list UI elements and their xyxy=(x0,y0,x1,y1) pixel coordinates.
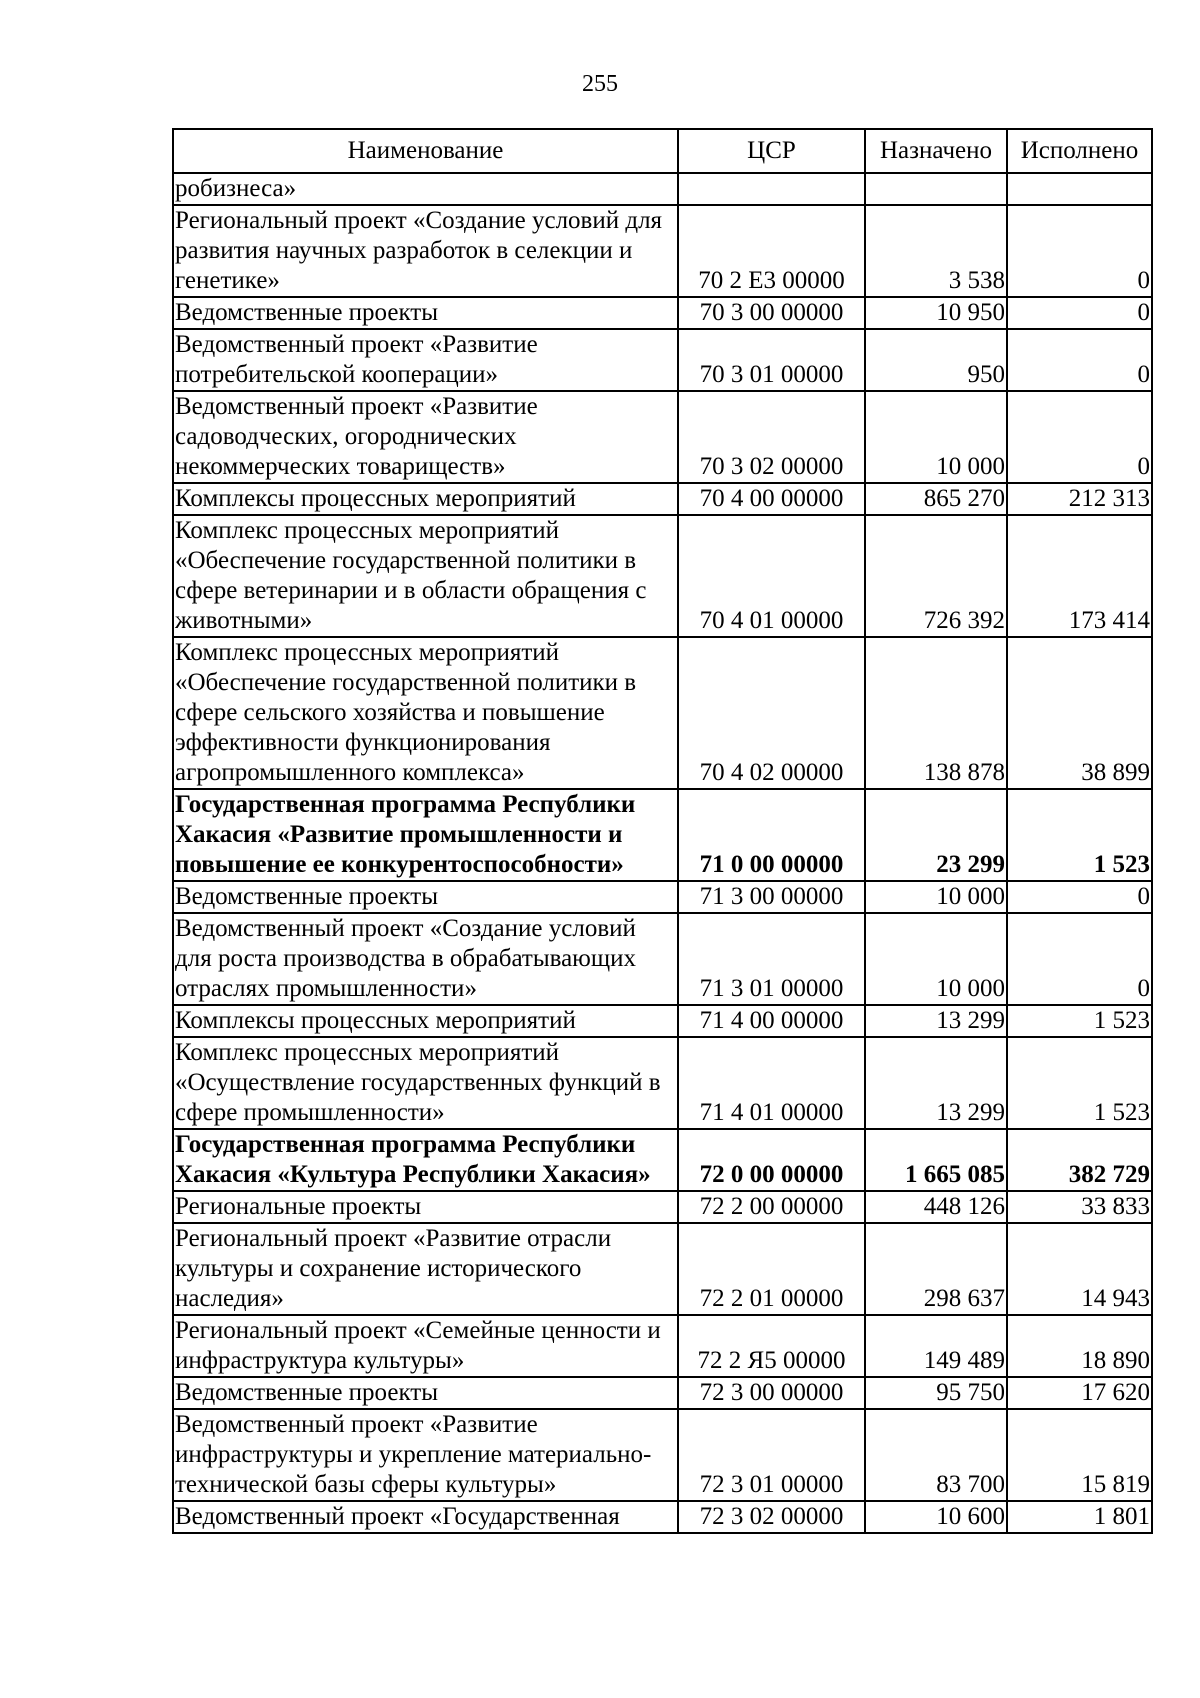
table-row xyxy=(173,173,1152,205)
row-executed-cell: 173 414 xyxy=(1007,515,1152,637)
table-row xyxy=(173,1315,1152,1377)
header-csr: ЦСР xyxy=(678,129,865,173)
row-name-cell: Комплекс процессных мероприятий «Обеспечение государственной политики в сфере сельского хозяйства и повышение эффективности функционирования агропромышленного комплекса» xyxy=(173,637,678,789)
row-name-cell: Региональный проект «Семейные ценности и инфраструктура культуры» xyxy=(173,1315,678,1377)
table-body xyxy=(173,173,1152,1533)
row-assigned-cell: 10 950 xyxy=(865,297,1007,329)
row-executed-cell: 1 523 xyxy=(1007,1005,1152,1037)
row-name-cell: Комплексы процессных мероприятий xyxy=(173,483,678,515)
table-row xyxy=(173,329,1152,391)
header-executed: Исполнено xyxy=(1007,129,1152,173)
row-assigned-cell: 138 878 xyxy=(865,637,1007,789)
row-executed-cell: 0 xyxy=(1007,297,1152,329)
row-name-cell: Государственная программа Республики Хакасия «Развитие промышленности и повышение ее конкурентоспособности» xyxy=(173,789,678,881)
row-assigned-cell: 13 299 xyxy=(865,1037,1007,1129)
table-row xyxy=(173,789,1152,881)
row-name-cell: Ведомственные проекты xyxy=(173,297,678,329)
row-executed-cell: 17 620 xyxy=(1007,1377,1152,1409)
row-assigned-cell xyxy=(865,173,1007,205)
row-executed-cell: 33 833 xyxy=(1007,1191,1152,1223)
row-executed-cell: 38 899 xyxy=(1007,637,1152,789)
row-assigned-cell: 3 538 xyxy=(865,205,1007,297)
row-csr-cell: 70 3 02 00000 xyxy=(678,391,865,483)
row-assigned-cell: 95 750 xyxy=(865,1377,1007,1409)
row-csr-cell: 72 2 00 00000 xyxy=(678,1191,865,1223)
row-csr-cell: 72 3 02 00000 xyxy=(678,1501,865,1533)
header-assigned: Назначено xyxy=(865,129,1007,173)
row-executed-cell: 0 xyxy=(1007,205,1152,297)
row-csr-cell: 72 2 01 00000 xyxy=(678,1223,865,1315)
row-executed-cell: 0 xyxy=(1007,329,1152,391)
budget-table xyxy=(172,128,1153,1534)
row-assigned-cell: 448 126 xyxy=(865,1191,1007,1223)
row-csr-cell: 70 2 Е3 00000 xyxy=(678,205,865,297)
row-csr-cell: 70 3 00 00000 xyxy=(678,297,865,329)
table-row xyxy=(173,391,1152,483)
row-executed-cell: 0 xyxy=(1007,881,1152,913)
row-executed-cell: 1 523 xyxy=(1007,789,1152,881)
row-assigned-cell: 149 489 xyxy=(865,1315,1007,1377)
row-assigned-cell: 13 299 xyxy=(865,1005,1007,1037)
row-csr-cell: 72 3 00 00000 xyxy=(678,1377,865,1409)
row-csr-cell: 70 4 02 00000 xyxy=(678,637,865,789)
row-name-cell: Региональные проекты xyxy=(173,1191,678,1223)
row-executed-cell: 1 801 xyxy=(1007,1501,1152,1533)
table-row xyxy=(173,205,1152,297)
row-name-cell: Ведомственные проекты xyxy=(173,1377,678,1409)
row-assigned-cell: 865 270 xyxy=(865,483,1007,515)
row-name-cell: Региональный проект «Создание условий для развития научных разработок в селекции и генетике» xyxy=(173,205,678,297)
row-csr-cell: 71 3 01 00000 xyxy=(678,913,865,1005)
row-executed-cell: 15 819 xyxy=(1007,1409,1152,1501)
table-row xyxy=(173,483,1152,515)
row-csr-cell: 70 3 01 00000 xyxy=(678,329,865,391)
row-csr-cell: 71 4 01 00000 xyxy=(678,1037,865,1129)
row-csr-cell: 70 4 01 00000 xyxy=(678,515,865,637)
row-executed-cell: 382 729 xyxy=(1007,1129,1152,1191)
row-name-cell: Ведомственные проекты xyxy=(173,881,678,913)
row-assigned-cell: 23 299 xyxy=(865,789,1007,881)
table-row xyxy=(173,881,1152,913)
header-name: Наименование xyxy=(173,129,678,173)
row-assigned-cell: 10 600 xyxy=(865,1501,1007,1533)
row-executed-cell: 1 523 xyxy=(1007,1037,1152,1129)
row-csr-cell: 71 3 00 00000 xyxy=(678,881,865,913)
row-name-cell: Ведомственный проект «Развитие садоводческих, огороднических некоммерческих товариществ» xyxy=(173,391,678,483)
table-header-row xyxy=(173,129,1152,173)
table-row xyxy=(173,515,1152,637)
table-row xyxy=(173,913,1152,1005)
row-name-cell: Ведомственный проект «Государственная xyxy=(173,1501,678,1533)
row-assigned-cell: 83 700 xyxy=(865,1409,1007,1501)
row-name-cell: Ведомственный проект «Развитие инфраструктуры и укрепление материально-технической базы сферы культуры» xyxy=(173,1409,678,1501)
row-name-cell: Комплексы процессных мероприятий xyxy=(173,1005,678,1037)
row-name-cell: Ведомственный проект «Развитие потребительской кооперации» xyxy=(173,329,678,391)
row-name-cell: Комплекс процессных мероприятий «Осуществление государственных функций в сфере промышленности» xyxy=(173,1037,678,1129)
row-csr-cell: 71 4 00 00000 xyxy=(678,1005,865,1037)
row-assigned-cell: 726 392 xyxy=(865,515,1007,637)
table-row xyxy=(173,637,1152,789)
row-executed-cell: 18 890 xyxy=(1007,1315,1152,1377)
row-name-cell: робизнеса» xyxy=(173,173,678,205)
row-csr-cell: 72 0 00 00000 xyxy=(678,1129,865,1191)
table-row xyxy=(173,1223,1152,1315)
row-name-cell: Комплекс процессных мероприятий «Обеспечение государственной политики в сфере ветеринарии и в области обращения с животными» xyxy=(173,515,678,637)
row-csr-cell xyxy=(678,173,865,205)
table-row xyxy=(173,1501,1152,1533)
table-row xyxy=(173,1129,1152,1191)
table-row xyxy=(173,297,1152,329)
row-csr-cell: 72 3 01 00000 xyxy=(678,1409,865,1501)
row-assigned-cell: 1 665 085 xyxy=(865,1129,1007,1191)
row-executed-cell xyxy=(1007,173,1152,205)
row-csr-cell: 72 2 Я5 00000 xyxy=(678,1315,865,1377)
row-name-cell: Региональный проект «Развитие отрасли культуры и сохранение исторического наследия» xyxy=(173,1223,678,1315)
row-executed-cell: 0 xyxy=(1007,913,1152,1005)
row-executed-cell: 212 313 xyxy=(1007,483,1152,515)
table-row xyxy=(173,1037,1152,1129)
table-row xyxy=(173,1005,1152,1037)
table-row xyxy=(173,1191,1152,1223)
row-executed-cell: 0 xyxy=(1007,391,1152,483)
row-assigned-cell: 10 000 xyxy=(865,881,1007,913)
table-row xyxy=(173,1409,1152,1501)
row-csr-cell: 70 4 00 00000 xyxy=(678,483,865,515)
table-row xyxy=(173,1377,1152,1409)
row-name-cell: Государственная программа Республики Хакасия «Культура Республики Хакасия» xyxy=(173,1129,678,1191)
row-name-cell: Ведомственный проект «Создание условий для роста производства в обрабатывающих отраслях промышленности» xyxy=(173,913,678,1005)
row-csr-cell: 71 0 00 00000 xyxy=(678,789,865,881)
row-assigned-cell: 10 000 xyxy=(865,391,1007,483)
row-assigned-cell: 298 637 xyxy=(865,1223,1007,1315)
row-assigned-cell: 950 xyxy=(865,329,1007,391)
row-executed-cell: 14 943 xyxy=(1007,1223,1152,1315)
page-number: 255 xyxy=(582,71,618,97)
row-assigned-cell: 10 000 xyxy=(865,913,1007,1005)
